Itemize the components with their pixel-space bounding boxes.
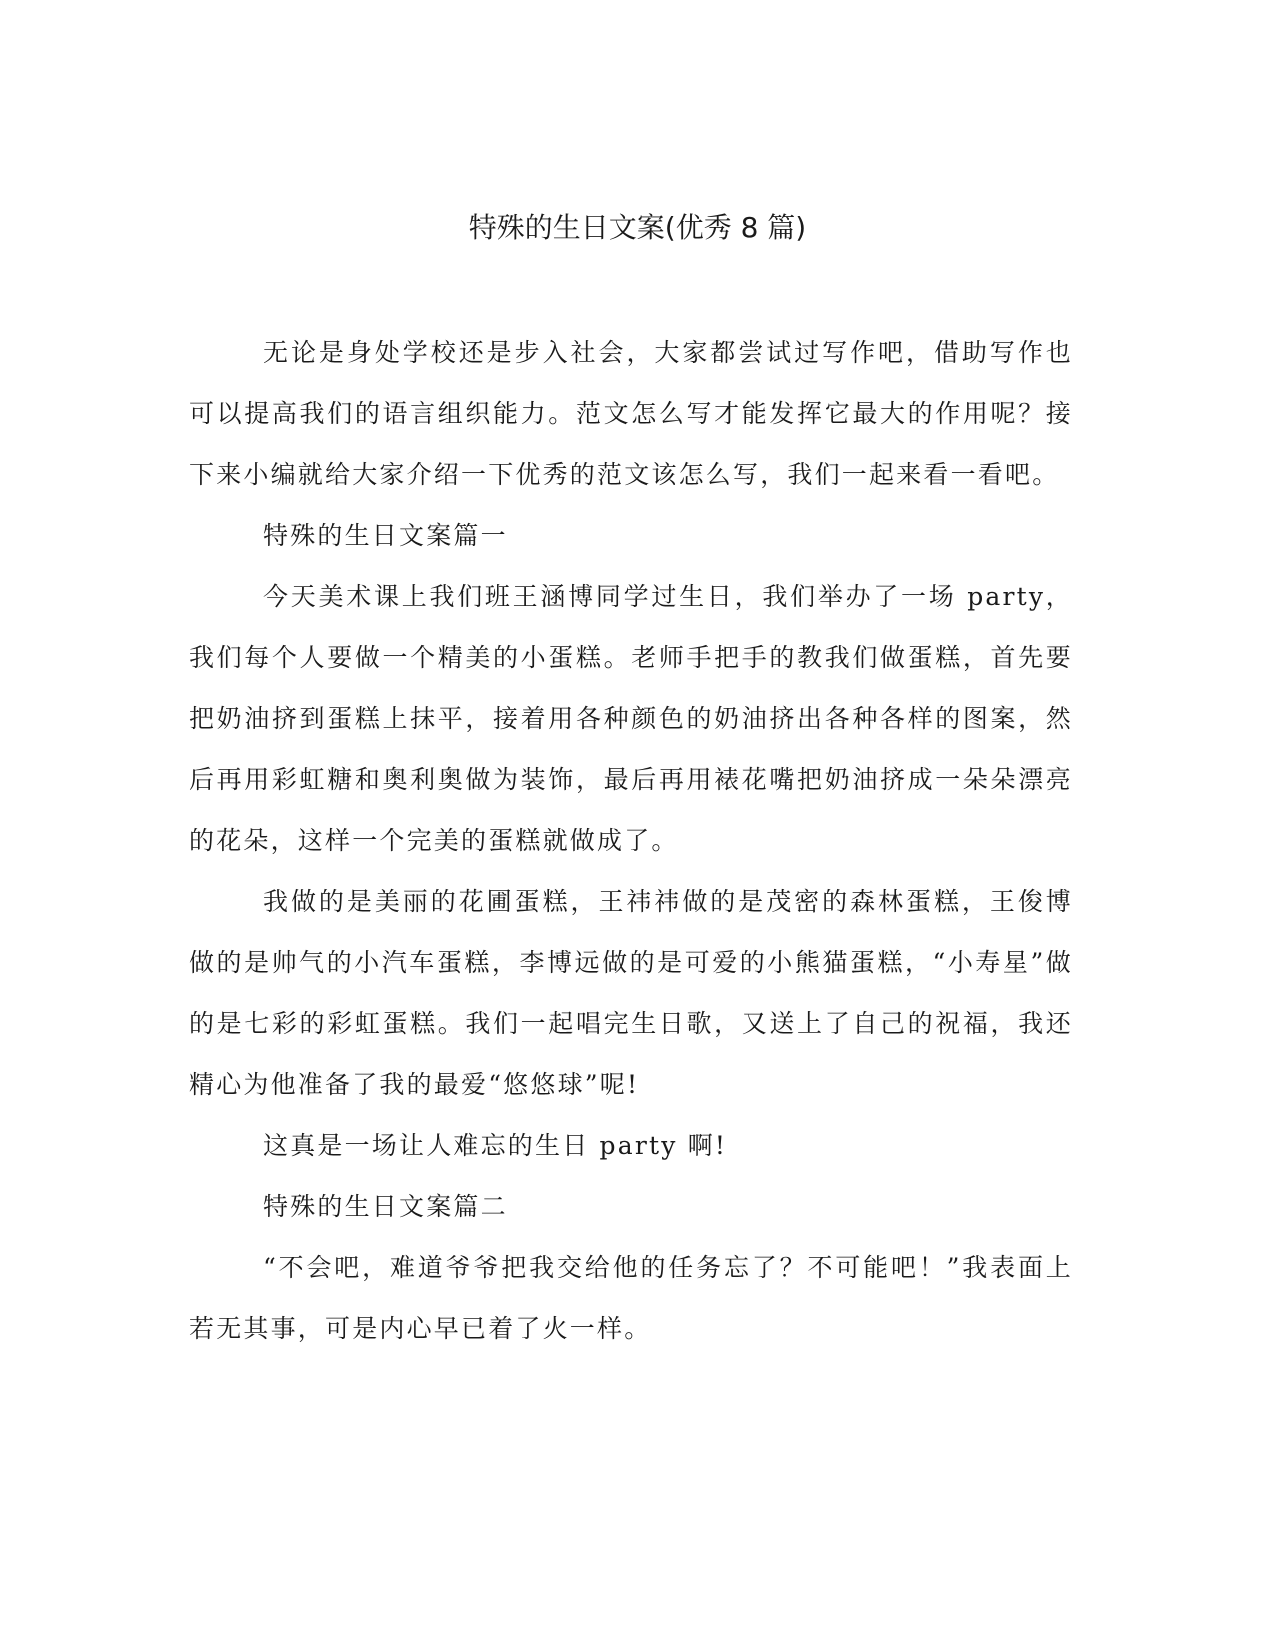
body-paragraph: 我做的是美丽的花圃蛋糕，王祎祎做的是茂密的森林蛋糕，王俊博做的是帅气的小汽车蛋糕，李博远做的是可爱的小熊猫蛋糕，“小寿星”做的是七彩的彩虹蛋糕。我们一起唱完生日歌，又送上了自己的祝福，我还精心为他准备了我的最爱“悠悠球”呢!	[189, 887, 1073, 1099]
body-paragraph: “不会吧，难道爷爷把我交给他的任务忘了？不可能吧！”我表面上若无其事，可是内心早已着了火一样。	[189, 1253, 1073, 1343]
section-heading-2: 特殊的生日文案篇二	[263, 1192, 508, 1221]
body-paragraph: 今天美术课上我们班王涵博同学过生日，我们举办了一场 party，我们每个人要做一个精美的小蛋糕。老师手把手的教我们做蛋糕，首先要把奶油挤到蛋糕上抹平，接着用各种颜色的奶油挤出各种各样的图案，然后再用彩虹糖和奥利奥做为装饰，最后再用裱花嘴把奶油挤成一朵朵漂亮的花朵，这样一个完美的蛋糕就做成了。	[189, 582, 1073, 855]
intro-paragraph: 无论是身处学校还是步入社会，大家都尝试过写作吧，借助写作也可以提高我们的语言组织能力。范文怎么写才能发挥它最大的作用呢？接下来小编就给大家介绍一下优秀的范文该怎么写，我们一起来看一看吧。	[189, 338, 1073, 489]
section-heading-1: 特殊的生日文案篇一	[263, 521, 508, 550]
document-title: 特殊的生日文案(优秀 8 篇)	[468, 211, 807, 244]
body-paragraph: 这真是一场让人难忘的生日 party 啊!	[263, 1131, 728, 1160]
document-body	[189, 322, 1073, 1359]
